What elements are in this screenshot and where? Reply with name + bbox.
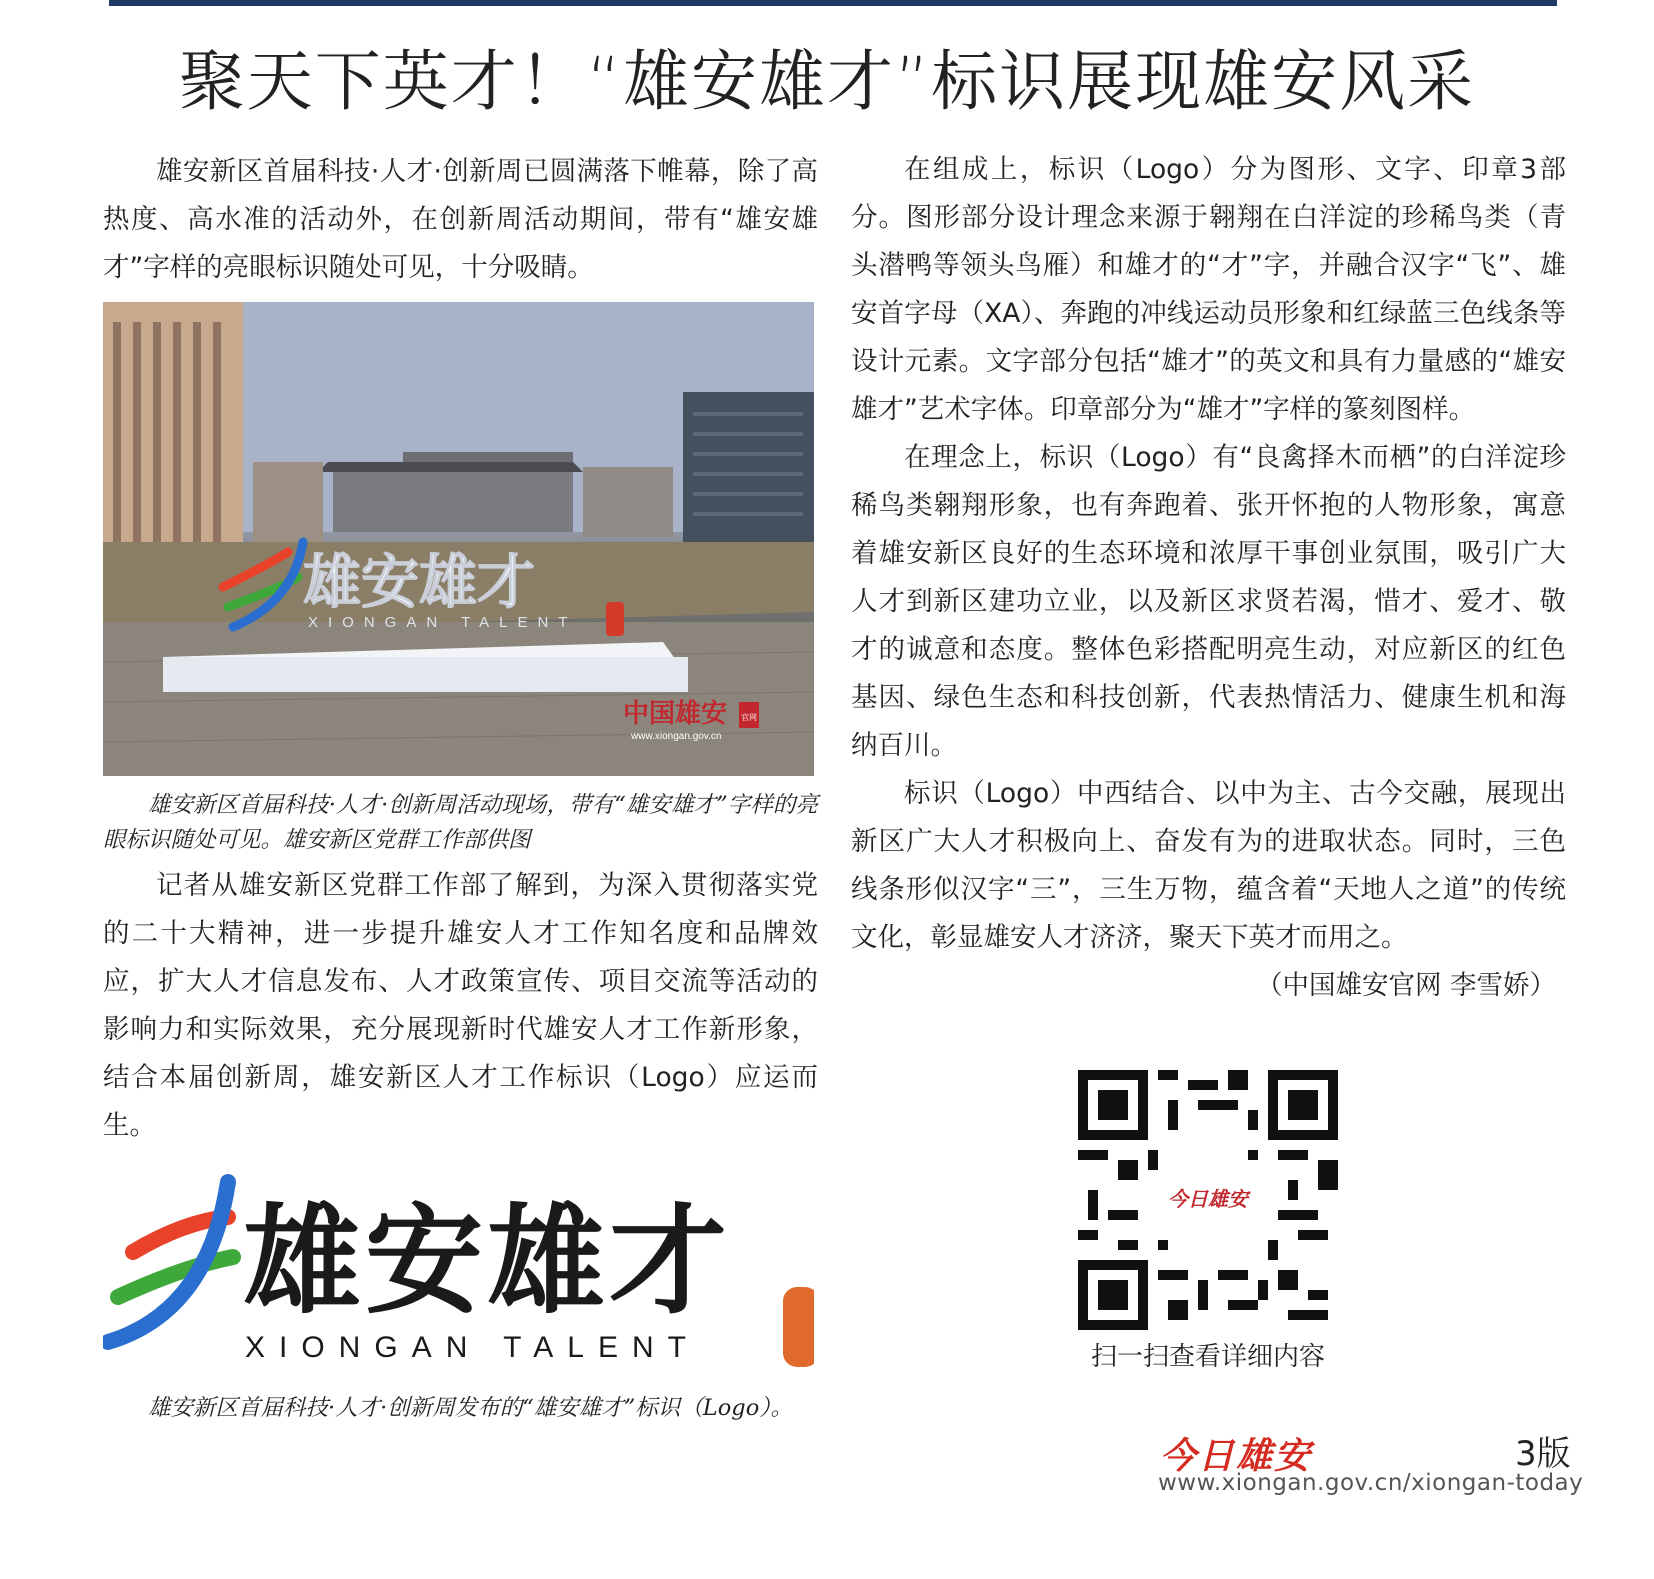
right-column [851,146,1566,1010]
talent-logo-graphic [103,1172,814,1387]
concept-paragraph: 在理念上，标识（Logo）有“良禽择木而栖”的白洋淀珍稀鸟类翱翔形象，也有奔跑着、张开怀抱的人物形象，寓意着雄安新区良好的生态环境和浓厚干事创业氛围，吸引广大人才到新区建功立业，以及新区求贤若渴，惜才、爱才、敬才的诚意和态度。整体色彩搭配明亮生动，对应新区的红色基因、绿色生态和科技创新，代表热情活力、健康生机和海纳百川。 [851,442,1566,761]
background-paragraph: 记者从雄安新区党群工作部了解到，为深入贯彻落实党的二十大精神，进一步提升雄安人才工作知名度和品牌效应，扩大人才信息发布、人才政策宣传、项目交流等活动的影响力和实际效果，充分展现新时代雄安人才工作新形象，结合本届创新周，雄安新区人才工作标识（Logo）应运而生。 [103,870,818,1141]
qr-caption: 扫一扫查看详细内容 [1090,1342,1325,1372]
sign-text: 雄安雄才 [303,548,536,616]
footer-brand: 今日雄安 [1160,1435,1313,1477]
talent-logo [103,1172,814,1387]
photo-watermark-tag: 官网 [741,713,757,722]
photo-watermark-url: www.xiongan.gov.cn [631,731,722,742]
composition-paragraph: 在组成上，标识（Logo）分为图形、文字、印章3部分。图形部分设计理念来源于翱翔在白洋淀的珍稀鸟类（青头潜鸭等领头鸟雁）和雄才的“才”字，并融合汉字“飞”、雄安首字母（XA）、奔跑的冲线运动员形象和红绿蓝三色线条等设计元素。文字部分包括“雄才”的英文和具有力量感的“雄安雄才”艺术字体。印章部分为“雄才”字样的篆刻图样。 [851,154,1566,425]
qr-code[interactable] [1078,1070,1338,1330]
sign-english: XIONGAN TALENT [308,614,578,631]
logo-english-text: XIONGAN TALENT [245,1331,700,1364]
style-paragraph: 标识（Logo）中西结合、以中为主、古今交融，展现出新区广大人才积极向上、奋发有为的进取状态。同时，三色线条形似汉字“三”，三生万物，蕴含着“天地人之道”的传统文化，彰显雄安人才济济，聚天下英才而用之。 [851,778,1566,953]
left-column [103,148,818,1426]
page-title: 聚天下英才！“雄安雄才”标识展现雄安风采 [178,43,1476,120]
event-photo [103,302,814,776]
top-rule [109,0,1557,6]
photo-watermark: 中国雄安 [623,699,728,729]
page-number: 3版 [1515,1434,1571,1474]
byline: （中国雄安官网 李雪娇） [1256,970,1556,1001]
photo-caption: 雄安新区首届科技·人才·创新周活动现场，带有“雄安雄才”字样的亮眼标识随处可见。雄安新区党群工作部供图 [103,792,818,853]
logo-caption: 雄安新区首届科技·人才·创新周发布的“雄安雄才”标识（Logo）。 [148,1395,793,1421]
event-photo-scene [103,302,814,776]
qr-center-label: 今日雄安 [1168,1187,1248,1211]
logo-chinese-text: 雄安雄才 [243,1191,732,1330]
intro-paragraph: 雄安新区首届科技·人才·创新周已圆满落下帷幕，除了高热度、高水准的活动外，在创新周活动期间，带有“雄安雄才”字样的亮眼标识随处可见，十分吸睛。 [103,156,818,283]
qr-block [1078,1070,1338,1373]
logo-seal [783,1287,814,1367]
footer-url[interactable]: www.xiongan.gov.cn/xiongan-today [1158,1470,1584,1496]
